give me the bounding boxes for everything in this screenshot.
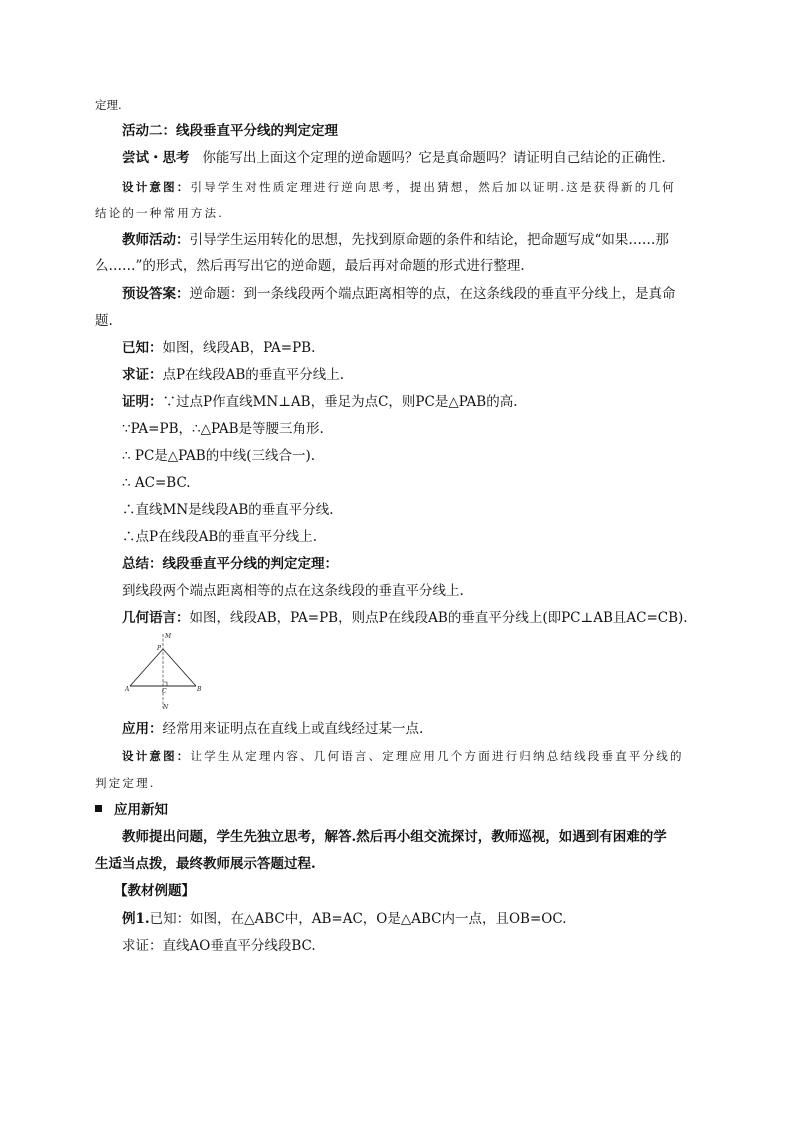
content: 如图，线段AB，PA=PB，则点P在线段AB的垂直平分线上(即PC⊥AB且AC=CB). <box>189 610 688 626</box>
design-intent-line <box>122 746 684 766</box>
label: 预设答案： <box>122 286 190 302</box>
label: 求证： <box>122 367 163 383</box>
text-line: 生适当点拨，最终教师展示答题过程. <box>95 856 316 872</box>
theorem-statement: 到线段两个端点距离相等的点在这条线段的垂直平分线上. <box>122 583 464 599</box>
text-line: 定理. <box>95 98 122 112</box>
proof-line <box>122 392 518 412</box>
teacher-activity-line <box>122 230 669 250</box>
content: 已知：如图，在△ABC中，AB=AC，O是△ABC内一点，且OB=OC. <box>149 911 567 927</box>
text-line: 么……”的形式，然后再写出它的逆命题，最后再对命题的形式进行整理. <box>95 258 525 274</box>
textbook-example-heading: 【教材例题】 <box>114 883 195 899</box>
content: 让学生从定理内容、几何语言、定理应用几个方面进行归纳总结线段垂直平分线的 <box>190 749 684 763</box>
label-n: N <box>163 704 169 711</box>
preset-answer-line <box>122 284 676 304</box>
segment-pa <box>130 649 163 686</box>
activity-heading: 活动二：线段垂直平分线的判定定理 <box>122 123 338 139</box>
try-think-line <box>122 148 666 168</box>
summary-heading: 总结：线段垂直平分线的判定定理： <box>122 556 338 572</box>
geometry-language-line <box>122 608 688 628</box>
text-line: 题. <box>95 313 113 329</box>
proof-step: ∴ PC是△PAB的中线(三线合一). <box>122 448 316 464</box>
label: 尝试・思考 <box>122 150 190 166</box>
label: 设计意图： <box>122 180 191 194</box>
text-line: 判定定理. <box>95 776 156 790</box>
design-intent-line <box>122 177 676 197</box>
content: 经常用来证明点在直线上或直线经过某一点. <box>162 721 424 737</box>
label-p: P <box>157 645 162 652</box>
prove-line <box>122 365 344 385</box>
proof-step: ∴点P在线段AB的垂直平分线上. <box>122 529 318 545</box>
content: ∵过点P作直线MN⊥AB，垂足为点C，则PC是△PAB的高. <box>162 394 518 410</box>
text-line: 结论的一种常用方法. <box>95 206 225 220</box>
segment-pb <box>163 649 196 686</box>
given-line <box>122 338 315 358</box>
example-line <box>122 909 567 929</box>
application-line <box>122 719 423 739</box>
label: 教师活动： <box>122 232 190 248</box>
section-heading <box>95 800 168 820</box>
label: 证明： <box>122 394 163 410</box>
content: 如图，线段AB，PA=PB. <box>162 340 316 356</box>
label: 应用： <box>122 721 163 737</box>
proof-step: ∵PA=PB，∴△PAB是等腰三角形. <box>122 421 324 437</box>
label-b: B <box>197 686 202 693</box>
label: 已知： <box>122 340 163 356</box>
example-prove-line: 求证：直线AO垂直平分线段BC. <box>122 938 316 954</box>
proof-step: ∴直线MN是线段AB的垂直平分线. <box>122 502 334 518</box>
label: 设计意图： <box>122 749 191 763</box>
content: 逆命题：到一条线段两个端点距离相等的点，在这条线段的垂直平分线上，是真命 <box>189 286 676 302</box>
proof-step: ∴ AC=BC. <box>122 475 191 491</box>
content: 你能写出上面这个定理的逆命题吗？它是真命题吗？请证明自己结论的正确性. <box>202 150 666 166</box>
text-line: 教师提出问题，学生先独立思考，解答.然后再小组交流探讨，教师巡视，如遇到有困难的学 <box>122 829 667 845</box>
content: 点P在线段AB的垂直平分线上. <box>162 367 345 383</box>
right-angle-mark <box>163 682 167 686</box>
label: 几何语言： <box>122 610 190 626</box>
label-a: A <box>125 686 130 693</box>
perpendicular-bisector-figure <box>122 630 206 712</box>
content: 引导学生对性质定理进行逆向思考，提出猜想，然后加以证明.这是获得新的几何 <box>190 180 676 194</box>
square-bullet-icon <box>95 805 102 812</box>
content: 应用新知 <box>114 802 168 818</box>
content: 引导学生运用转化的思想，先找到原命题的条件和结论，把命题写成“如果……那 <box>189 232 669 248</box>
label-c: C <box>162 688 167 695</box>
label: 例1. <box>122 911 150 927</box>
label-m: M <box>165 633 172 640</box>
